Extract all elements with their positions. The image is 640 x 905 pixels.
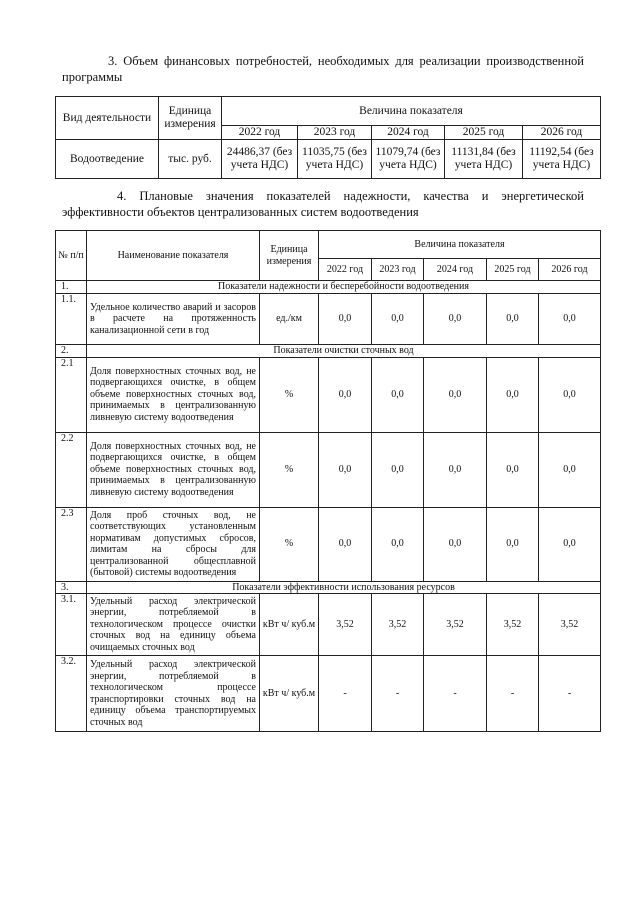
- year-header: 2024 год: [424, 259, 487, 281]
- value-cell: 0,0: [319, 294, 372, 345]
- value-cell: 0,0: [539, 294, 601, 345]
- indicator-name: Удельный расход электрической энергии, потребляемой в технологическом процессе очистки сточных вод на единицу объема очищаемых сточных вод: [87, 594, 260, 656]
- value-cell: 0,0: [372, 357, 424, 432]
- group-row: [56, 345, 601, 358]
- unit-cell: %: [260, 432, 319, 507]
- row-number: 2.1: [56, 357, 87, 432]
- value-cell: 0,0: [372, 432, 424, 507]
- value-cell: 0,0: [424, 432, 487, 507]
- value-cell: 0,0: [372, 507, 424, 581]
- header-num: № п/п: [56, 231, 87, 281]
- unit-cell: кВт ч/ куб.м: [260, 656, 319, 732]
- value-cell: 3,52: [372, 594, 424, 656]
- value-cell: 3,52: [424, 594, 487, 656]
- group-row: [56, 281, 601, 294]
- value-cell: 0,0: [487, 432, 539, 507]
- table-row: [56, 656, 601, 732]
- row-number: 3.2.: [56, 656, 87, 732]
- year-header: 2026 год: [539, 259, 601, 281]
- value-cell: -: [487, 656, 539, 732]
- header-name: Наименование показателя: [87, 231, 260, 281]
- value-cell: 0,0: [424, 507, 487, 581]
- year-header: 2025 год: [445, 126, 523, 140]
- value-cell: 11035,75 (без учета НДС): [298, 140, 372, 179]
- group-number: 3.: [56, 581, 87, 594]
- value-cell: 11192,54 (без учета НДС): [523, 140, 601, 179]
- unit-cell: тыс. руб.: [159, 140, 222, 179]
- value-cell: 0,0: [539, 357, 601, 432]
- group-number: 1.: [56, 281, 87, 294]
- indicator-name: Доля поверхностных сточных вод, не подвергающихся очистке, в общем объеме поверхностных сточных вод, принимаемых в централизованную ливневую систему водоотведения: [87, 432, 260, 507]
- value-cell: 0,0: [372, 294, 424, 345]
- value-cell: -: [539, 656, 601, 732]
- value-cell: 0,0: [319, 357, 372, 432]
- table-row: [56, 294, 601, 345]
- value-cell: 0,0: [319, 432, 372, 507]
- group-row: [56, 581, 601, 594]
- financial-needs-table: [55, 96, 601, 179]
- table-row: [56, 507, 601, 581]
- value-cell: -: [372, 656, 424, 732]
- year-header: 2023 год: [298, 126, 372, 140]
- indicator-name: Удельный расход электрической энергии, потребляемой в технологическом процессе транспортировки сточных вод на единицу объема транспортируемых сточных вод: [87, 656, 260, 732]
- value-cell: 0,0: [539, 507, 601, 581]
- value-cell: 3,52: [319, 594, 372, 656]
- indicators-table: [55, 230, 601, 732]
- year-header: 2022 год: [319, 259, 372, 281]
- group-title: Показатели надежности и бесперебойности водоотведения: [87, 281, 601, 294]
- value-cell: 0,0: [424, 294, 487, 345]
- value-cell: 11079,74 (без учета НДС): [372, 140, 445, 179]
- activity-cell: Водоотведение: [56, 140, 159, 179]
- value-cell: 0,0: [487, 357, 539, 432]
- table-row: [56, 140, 601, 179]
- value-cell: -: [319, 656, 372, 732]
- unit-cell: %: [260, 507, 319, 581]
- year-header: 2024 год: [372, 126, 445, 140]
- header-unit: Единица измерения: [260, 231, 319, 281]
- row-number: 2.2: [56, 432, 87, 507]
- value-cell: 0,0: [487, 294, 539, 345]
- section-4-heading: 4. Плановые значения показателей надежности, качества и энергетической эффективности объектов централизованных систем водоотведения: [62, 189, 584, 219]
- header-value: Величина показателя: [319, 231, 601, 259]
- row-number: 3.1.: [56, 594, 87, 656]
- year-header: 2023 год: [372, 259, 424, 281]
- row-number: 2.3: [56, 507, 87, 581]
- table-row: [56, 357, 601, 432]
- indicator-name: Доля поверхностных сточных вод, не подвергающихся очистке, в общем объеме поверхностных сточных вод, принимаемых в централизованную ливневую систему водоотведения: [87, 357, 260, 432]
- year-header: 2022 год: [222, 126, 298, 140]
- unit-cell: ед./км: [260, 294, 319, 345]
- value-cell: 0,0: [424, 357, 487, 432]
- group-title: Показатели эффективности использования ресурсов: [87, 581, 601, 594]
- unit-cell: кВт ч/ куб.м: [260, 594, 319, 656]
- row-number: 1.1.: [56, 294, 87, 345]
- year-header: 2025 год: [487, 259, 539, 281]
- value-cell: 11131,84 (без учета НДС): [445, 140, 523, 179]
- value-cell: 3,52: [487, 594, 539, 656]
- table-row: [56, 594, 601, 656]
- value-cell: 3,52: [539, 594, 601, 656]
- group-title: Показатели очистки сточных вод: [87, 345, 601, 358]
- unit-cell: %: [260, 357, 319, 432]
- header-activity: Вид деятельности: [56, 97, 159, 140]
- indicator-name: Удельное количество аварий и засоров в расчете на протяженность канализационной сети в год: [87, 294, 260, 345]
- value-cell: 24486,37 (без учета НДС): [222, 140, 298, 179]
- value-cell: 0,0: [539, 432, 601, 507]
- section-3-heading: 3. Объем финансовых потребностей, необходимых для реализации производственной программы: [62, 54, 584, 84]
- header-unit: Единица измерения: [159, 97, 222, 140]
- header-value: Величина показателя: [222, 97, 601, 126]
- value-cell: 0,0: [487, 507, 539, 581]
- year-header: 2026 год: [523, 126, 601, 140]
- table-row: [56, 432, 601, 507]
- group-number: 2.: [56, 345, 87, 358]
- indicator-name: Доля проб сточных вод, не соответствующих установленным нормативам допустимых сбросов, лимитам на сбросы для централизованной общесплавной (бытовой) системы водоотведения: [87, 507, 260, 581]
- value-cell: -: [424, 656, 487, 732]
- value-cell: 0,0: [319, 507, 372, 581]
